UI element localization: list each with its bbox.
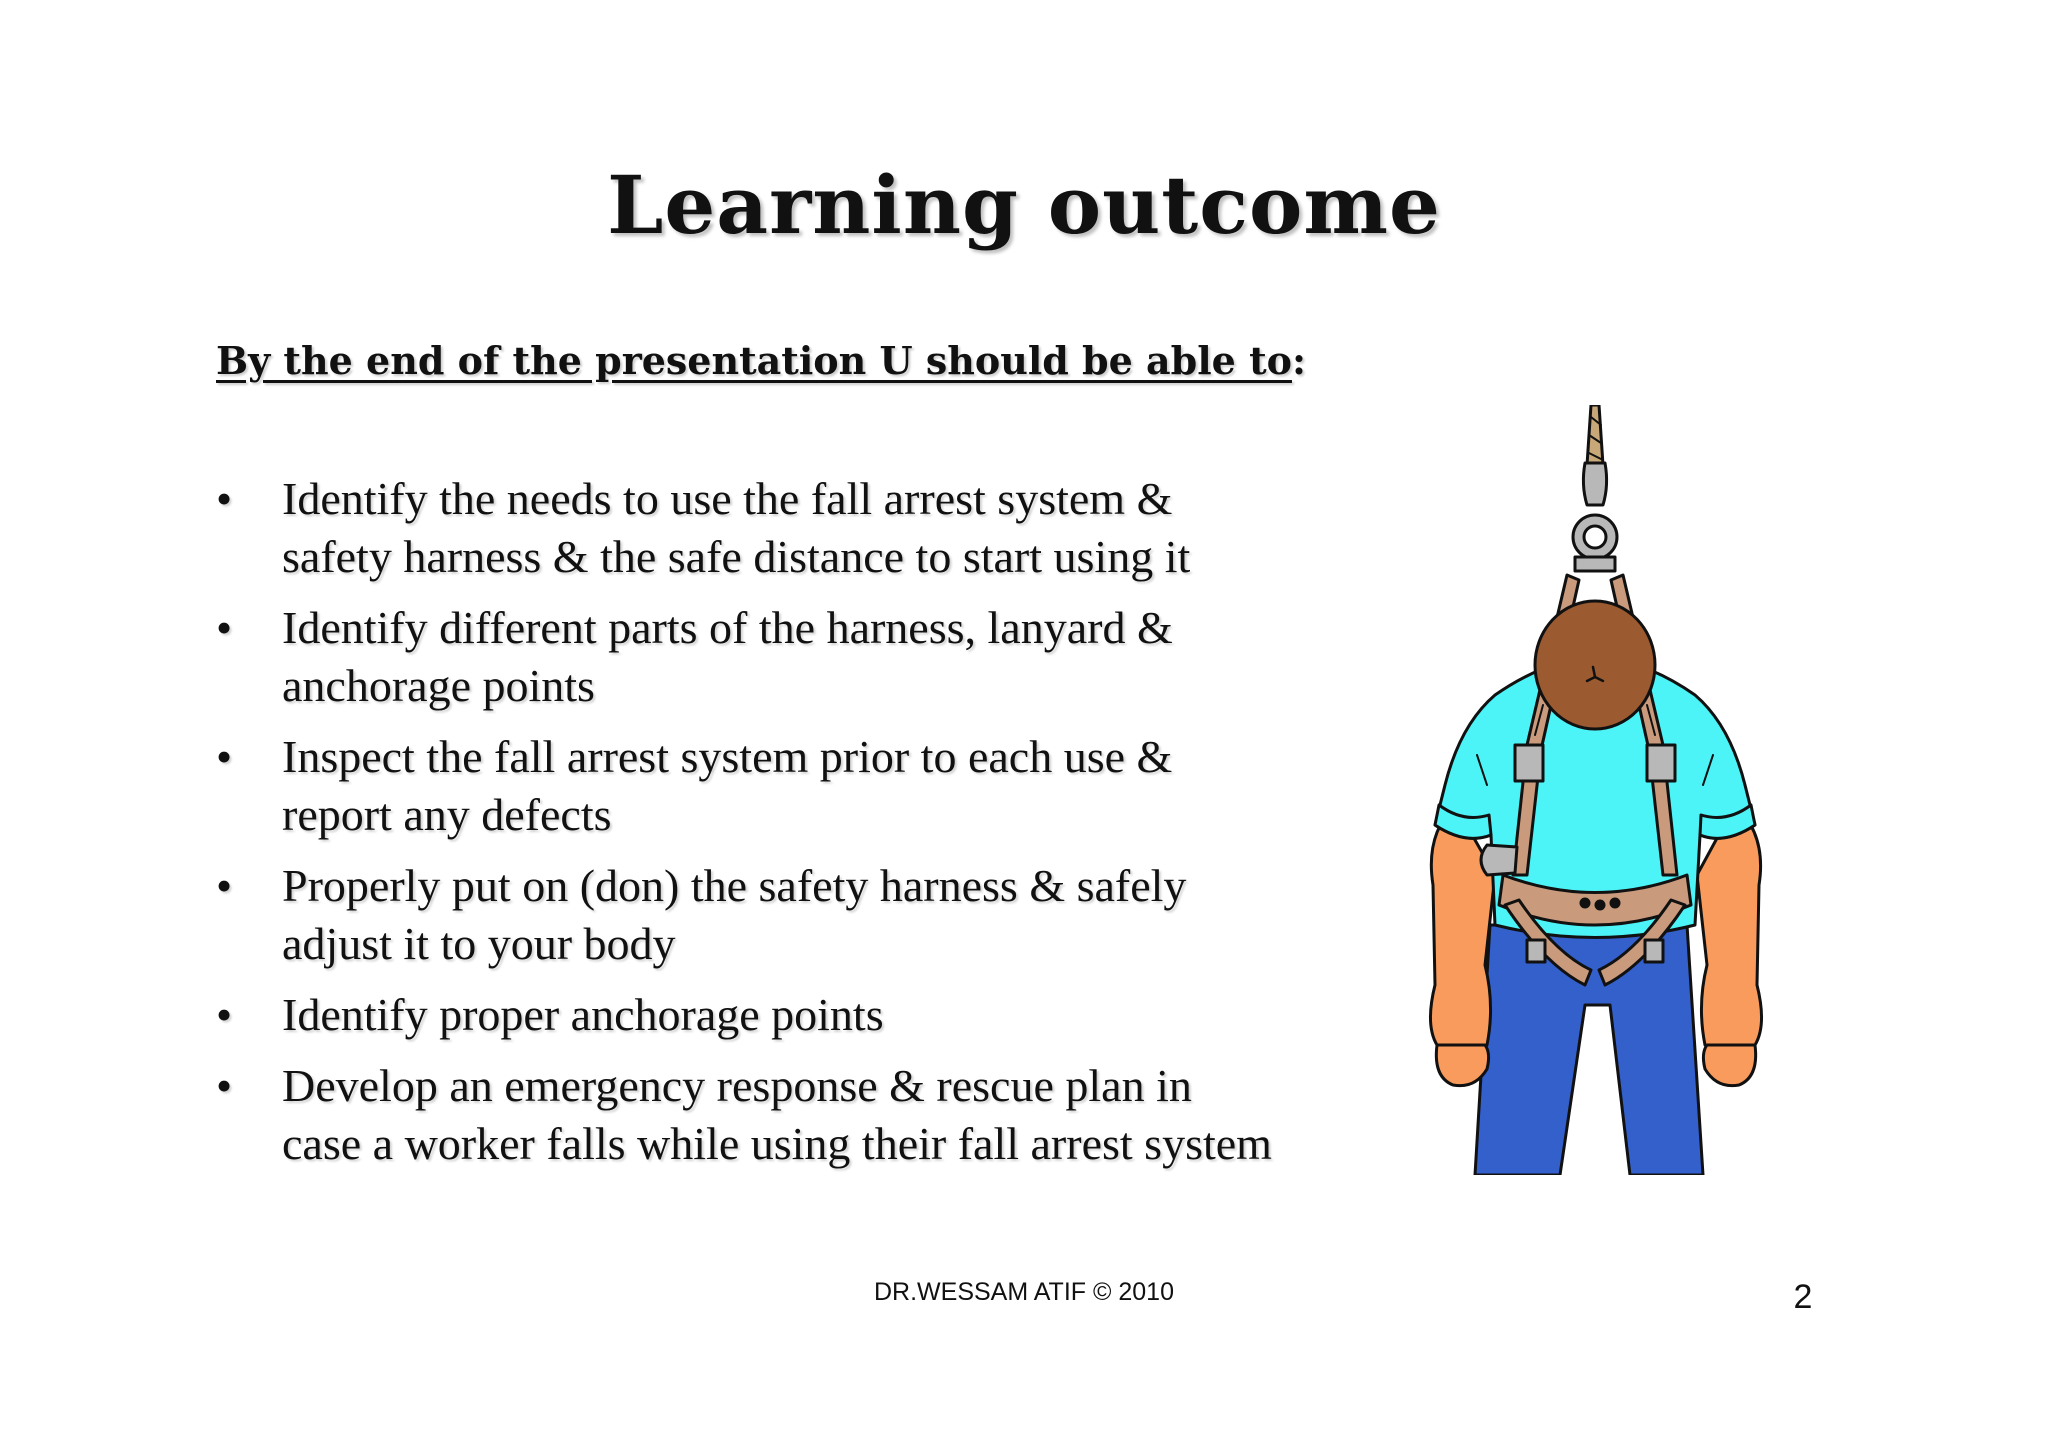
page-number: 2 (1793, 1278, 1813, 1316)
worker-in-safety-harness-illustration (1395, 405, 1795, 1175)
learning-outcomes-list (216, 470, 1276, 1186)
list-item-text: Inspect the fall arrest system prior to each use & report any defects (282, 731, 1173, 840)
footer-credit: DR.WESSAM ATIF © 2010 (874, 1278, 1174, 1306)
list-item-text: Identify different parts of the harness, lanyard & anchorage points (282, 602, 1173, 711)
list-item (216, 728, 1276, 844)
bullet-icon: • (216, 473, 233, 524)
intro-line (216, 338, 1306, 383)
bullet-icon: • (216, 1060, 233, 1111)
intro-colon: : (1291, 338, 1306, 383)
bullet-icon: • (216, 989, 233, 1040)
intro-text: By the end of the presentation U should be able to (216, 338, 1292, 383)
slide-title: Learning outcome (607, 158, 1441, 252)
bullet-icon: • (216, 602, 233, 653)
list-item (216, 857, 1276, 973)
bullet-icon: • (216, 731, 233, 782)
list-item-text: Identify proper anchorage points (282, 989, 884, 1040)
list-item (216, 986, 1276, 1044)
list-item-text: Properly put on (don) the safety harness & safely adjust it to your body (282, 860, 1187, 969)
bullet-icon: • (216, 860, 233, 911)
list-item (216, 599, 1276, 715)
list-item (216, 470, 1276, 586)
list-item-text: Develop an emergency response & rescue plan in case a worker falls while using their fall arrest system (282, 1060, 1272, 1169)
list-item (216, 1057, 1276, 1173)
list-item-text: Identify the needs to use the fall arrest system & safety harness & the safe distance to start using it (282, 473, 1191, 582)
